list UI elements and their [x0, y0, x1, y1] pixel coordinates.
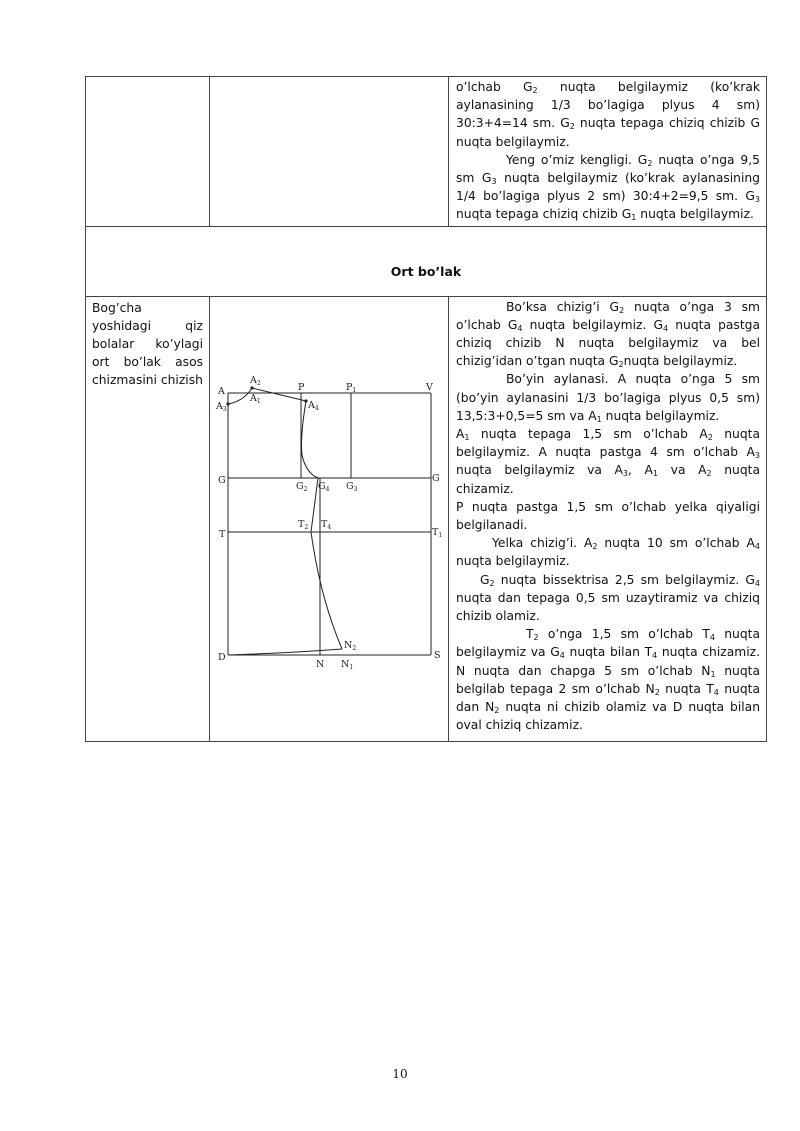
instruction-paragraph: Bo’ksa chizig’i $G_2$ nuqta o’nga 3 sm o’lchab $G_4$ nuqta belgilaymiz. $G_4$ nuqta pastga chiziq chizib N nuqta belgilaymiz va bel chizig’idan o’tgan nuqta $G_2nuqta$ belgilaymiz. — [456, 299, 760, 370]
instruction-paragraph: $G_2$ nuqta bissektrisa 2,5 sm belgilaymiz. $G_4$ nuqta dan tepaga 0,5 sm uzaytiramiz va chiziq chizib olamiz. — [456, 572, 760, 624]
label-P1: P — [346, 381, 353, 393]
instructions-text — [449, 297, 766, 737]
cell-diagram — [210, 296, 449, 741]
label-G3: G — [346, 480, 354, 492]
svg-text:N2: $N_2$ — [344, 639, 357, 652]
cell-instructions — [449, 296, 767, 741]
label-N1: N — [341, 658, 350, 670]
label-G: G — [218, 474, 226, 486]
instruction-paragraph: P nuqta pastga 1,5 sm o’lchab yelka qiyaligi belgilanadi. — [456, 499, 760, 533]
svg-text:A2: $A_2$ — [250, 374, 261, 387]
svg-text:A4: $A_4$ — [308, 399, 319, 412]
table-row-top — [86, 77, 767, 227]
label-T1: T — [432, 526, 439, 538]
svg-text:N1: $N_1$ — [341, 658, 354, 671]
label-T: T — [219, 528, 226, 540]
label-A4: A — [308, 399, 315, 411]
label-D: D — [218, 651, 226, 663]
svg-text:G3: $G_3$ — [346, 480, 358, 493]
left-description-text: Bog’cha yoshidagi qiz bolalar ko’ylagi ort bo’lak asos chizmasini chizish — [92, 300, 203, 388]
pattern-diagram — [210, 297, 448, 741]
cell-empty-left — [86, 77, 210, 227]
svg-text:T4: $T_4$ — [321, 518, 332, 531]
instruction-paragraph: Bo’yin aylanasi. A nuqta o’nga 5 sm (bo’yin aylanasini 1/3 bo’lagiga plyus 0,5 sm) 13,5:3+0,5=5 sm va $A_1$ nuqta belgilaymiz. — [456, 372, 760, 424]
content-table — [85, 76, 767, 742]
instruction-paragraph: $T_2$ o’nga 1,5 sm o’lchab $T_4$ nuqta belgilaymiz va $G_4$ nuqta bilan $T_4$ nuqta chizamiz. N nuqta dan chapga 5 sm o’lchab $N_1$ nuqta belgilab tepaga 2 sm o’lchab $N_2$ nuqta $T_4$ nuqta dan $N_2$ nuqta ni chizib olamiz va D nuqta bilan oval chiziq chizamiz. — [456, 627, 760, 733]
page-number: 10 — [392, 1067, 408, 1081]
section-title: Ort bo’lak — [86, 226, 767, 296]
cell-top-text — [449, 77, 767, 227]
cell-left-description — [86, 296, 210, 741]
label-G-right: G — [432, 472, 440, 484]
label-V: V — [426, 381, 433, 393]
label-A3: A — [216, 400, 223, 412]
label-G2: G — [296, 480, 304, 492]
instruction-paragraph: Yelka chizig’i. $A_2$ nuqta 10 sm o’lchab $A_4$ nuqta belgilaymiz. — [456, 536, 760, 569]
label-N2: N — [344, 639, 353, 651]
label-A1: A — [250, 392, 257, 404]
table-row-main — [86, 296, 767, 741]
label-P: P — [298, 381, 305, 393]
label-G4: G — [318, 480, 326, 492]
top-paragraph-2: Yeng o’miz kengligi. $G_2$ nuqta o’nga 9,5 sm $G_3$ nuqta belgilaymiz (ko’krak aylanasining 1/4 bo’lagiga plyus 2 sm) 30:4+2=9,5 sm. $G_3$ nuqta tepaga chiziq chizib $G_1$ nuqta belgilaymiz. — [456, 152, 760, 223]
label-S: S — [434, 649, 441, 661]
svg-text:T2: $T_2$ — [298, 518, 309, 531]
label-A: A — [218, 385, 225, 397]
table-row-section — [86, 226, 767, 296]
svg-text:A1: $A_1$ — [250, 392, 261, 405]
cell-empty-middle — [210, 77, 449, 227]
label-T2: T — [298, 518, 305, 530]
svg-text:G4: $G_4$ — [318, 480, 330, 493]
top-paragraph-1: o’lchab $G_2$ nuqta belgilaymiz (ko’krak aylanasining 1/3 bo’lagiga plyus 4 sm) 30:3+4=14 sm. $G_2$ nuqta tepaga chiziq chizib G nuqta belgilaymiz. — [456, 80, 761, 149]
svg-text:G2: $G_2$ — [296, 480, 308, 493]
svg-text:A3: $A_3$ — [216, 400, 227, 413]
svg-text:P1: $P_1$ — [346, 381, 357, 394]
label-A2: A — [250, 374, 257, 386]
label-N: N — [316, 658, 325, 670]
svg-text:T1: $T_1$ — [432, 526, 443, 539]
instruction-paragraph: $A_1$ nuqta tepaga 1,5 sm o’lchab $A_2$ nuqta belgilaymiz. A nuqta pastga 4 sm o’lchab $A_3$ nuqta belgilaymiz va $A_3$, $A_1$ va $A_2$ nuqta chizamiz. — [456, 427, 760, 496]
label-T4: T — [321, 518, 328, 530]
